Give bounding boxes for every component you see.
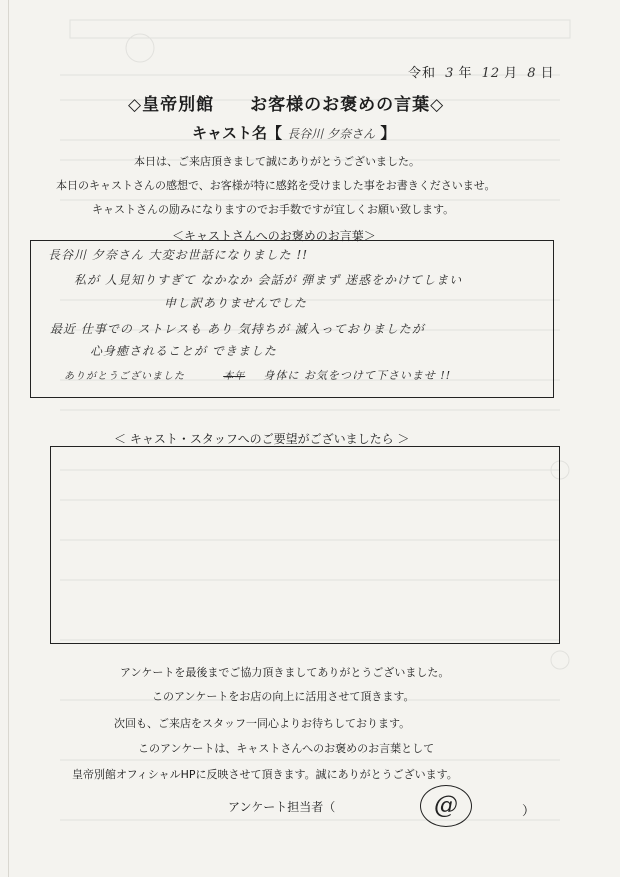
closing-line: このアンケートをお店の向上に活用させて頂きます。 bbox=[152, 690, 415, 703]
closing-line: このアンケートは、キャストさんへのお褒めのお言葉として bbox=[138, 742, 435, 755]
date-year-unit: 年 bbox=[458, 66, 473, 81]
date-line bbox=[408, 62, 555, 81]
praise-line: 申し訳ありませんでした bbox=[164, 296, 308, 310]
cast-name-value: 長谷川 夕奈さん bbox=[287, 127, 376, 141]
cast-name-close: 】 bbox=[380, 124, 396, 142]
staff-label: アンケート担当者（ bbox=[228, 800, 336, 814]
praise-line: 心身癒されることが できました bbox=[90, 344, 277, 358]
praise-thanks: ありがとうございました bbox=[64, 371, 185, 382]
praise-closing: 身体に お気をつけて下さいませ !! bbox=[263, 369, 452, 382]
closing-line: 皇帝別館オフィシャルHPに反映させて頂きます。誠にありがとうございます。 bbox=[72, 768, 458, 781]
cast-name-row bbox=[192, 122, 395, 143]
praise-line: 最近 仕事での ストレスも あり 気持ちが 滅入っておりましたが bbox=[50, 322, 425, 336]
staff-close-paren: ） bbox=[522, 804, 536, 819]
page-title: ◇皇帝別館 お客様のお褒めの言葉◇ bbox=[128, 95, 445, 115]
praise-heading: ＜キャストさんへのお褒めのお言葉＞ bbox=[172, 229, 376, 243]
request-box[interactable] bbox=[50, 446, 560, 644]
scan-edge bbox=[8, 0, 9, 877]
praise-line: 長谷川 夕奈さん 大変お世話になりました !! bbox=[48, 248, 309, 262]
request-heading: ＜ キャスト・スタッフへのご要望がございましたら ＞ bbox=[114, 432, 410, 446]
date-era: 令和 bbox=[408, 66, 437, 81]
intro-line: キャストさんの励みになりますのでお手数ですが宜しくお願い致します。 bbox=[92, 203, 455, 216]
date-year: 3 bbox=[445, 66, 455, 81]
closing-line: 次回も、ご来店をスタッフ一同心よりお待ちしております。 bbox=[114, 717, 411, 730]
closing-line: アンケートを最後までご協力頂きましてありがとうございました。 bbox=[120, 666, 450, 679]
intro-line: 本日のキャストさんの感想で、お客様が特に感銘を受けました事をお書きくださいませ。 bbox=[56, 179, 496, 192]
intro-line: 本日は、ご来店頂きまして誠にありがとうございました。 bbox=[134, 155, 420, 168]
praise-line bbox=[64, 367, 451, 383]
date-day: 8 bbox=[527, 66, 537, 81]
cast-name-label: キャスト名【 bbox=[192, 124, 283, 142]
praise-line: 私が 人見知りすぎて なかなか 会話が 弾まず 迷惑をかけてしまい bbox=[74, 273, 463, 287]
date-day-unit: 日 bbox=[540, 66, 555, 81]
date-month-unit: 月 bbox=[504, 66, 519, 81]
at-sign-mark: @ bbox=[420, 785, 472, 827]
praise-struck-word: 本年 bbox=[223, 371, 246, 382]
date-month: 12 bbox=[481, 66, 501, 81]
